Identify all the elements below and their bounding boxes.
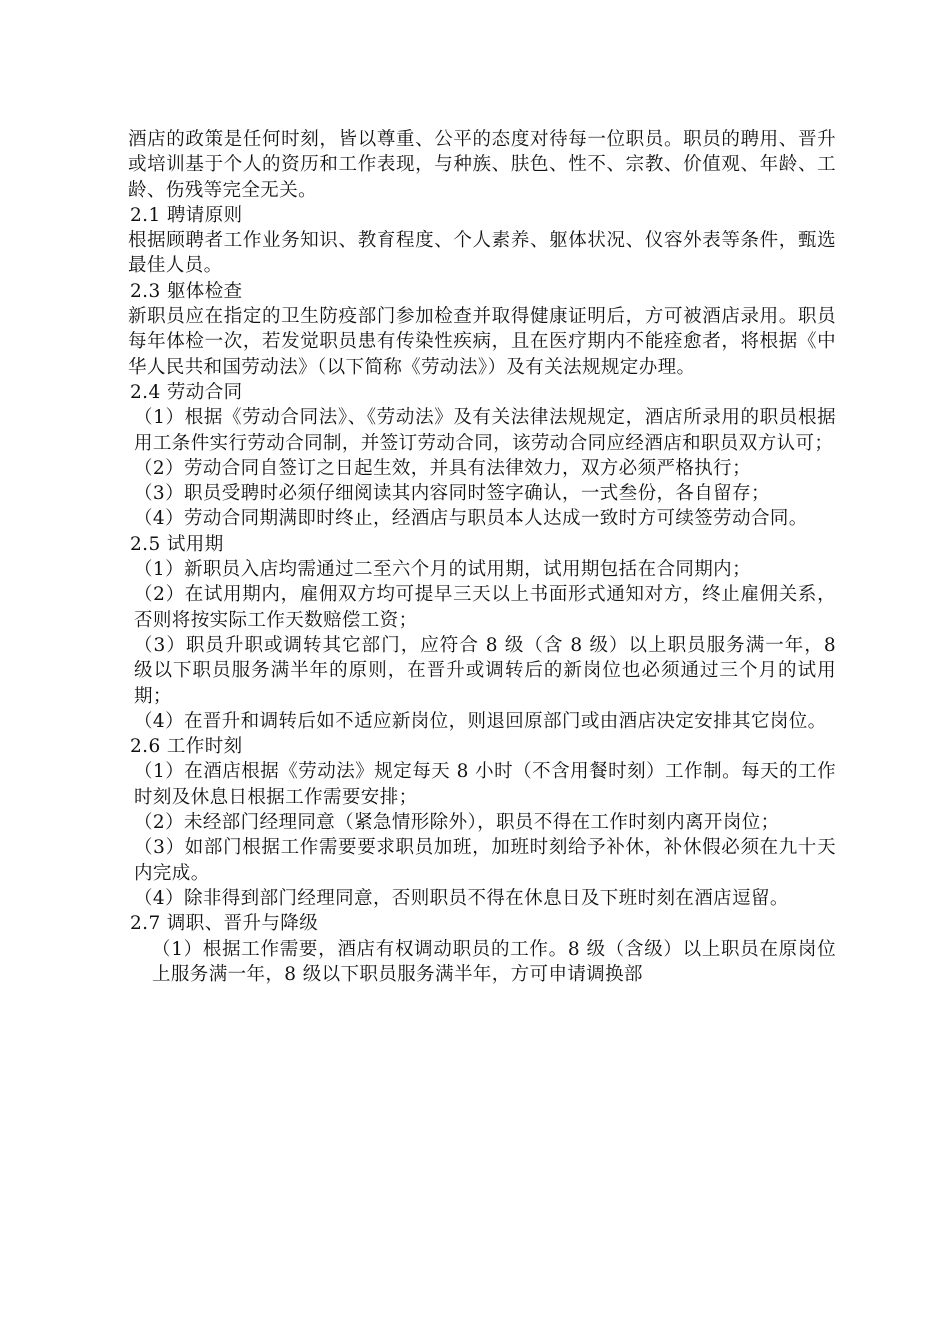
section-heading: 2.7 调职、晋升与降级: [130, 913, 319, 935]
list-item: （3）职员升职或调转其它部门，应符合 8 级（含 8 级）以上职员服务满一年，8 级以下职员服务满半年的原则，在晋升或调转后的新岗位也必须通过三个月的试用期；: [134, 634, 836, 707]
list-item: （3）如部门根据工作需要要求职员加班，加班时刻给予补休，补休假必须在九十天内完成。: [134, 837, 836, 884]
section-heading: 2.3 躯体检查: [130, 280, 243, 302]
list-item: （1）在酒店根据《劳动法》规定每天 8 小时（不含用餐时刻）工作制。每天的工作时刻及休息日根据工作需要安排；: [134, 761, 836, 808]
section-heading: 2.4 劳动合同: [130, 381, 243, 403]
list-item: （4）除非得到部门经理同意，否则职员不得在休息日及下班时刻在酒店逗留。: [134, 887, 789, 909]
list-item: （2）未经部门经理同意（紧急情形除外），职员不得在工作时刻内离开岗位；: [134, 812, 780, 834]
body-paragraph: 根据顾聘者工作业务知识、教育程度、个人素养、躯体状况、仪容外表等条件，甄选最佳人员。: [128, 230, 836, 277]
document-body: [116, 127, 836, 987]
list-item: （4）在晋升和调转后如不适应新岗位，则退回原部门或由酒店决定安排其它岗位。: [134, 710, 827, 732]
list-item: （1）根据《劳动合同法》、《劳动法》及有关法律法规规定，酒店所录用的职员根据用工条件实行劳动合同制，并签订劳动合同，该劳动合同应经酒店和职员双方认可；: [134, 407, 836, 454]
list-item: （4）劳动合同期满即时终止，经酒店与职员本人达成一致时方可续签劳动合同。: [134, 508, 808, 530]
section-heading: 2.5 试用期: [130, 533, 224, 555]
body-paragraph: 新职员应在指定的卫生防疫部门参加检查并取得健康证明后，方可被酒店录用。职员每年体检一次，若发觉职员患有传染性疾病，且在医疗期内不能痊愈者，将根据《中华人民共和国劳动法》（以下简称《劳动法》）及有关法规规定办理。: [128, 306, 836, 378]
list-item: （2）劳动合同自签订之日起生效，并具有法律效力，双方必须严格执行；: [134, 457, 751, 479]
list-item: （1）根据工作需要，酒店有权调动职员的工作。8 级（含级）以上职员在原岗位上服务满一年，8 级以下职员服务满半年，方可申请调换部: [152, 938, 836, 985]
intro-paragraph: 酒店的政策是任何时刻，皆以尊重、公平的态度对待每一位职员。职员的聘用、晋升或培训基于个人的资历和工作表现，与种族、肤色、性不、宗教、价值观、年龄、工龄、伤残等完全无关。: [128, 129, 836, 201]
list-item: （3）职员受聘时必须仔细阅读其内容同时签字确认，一式叁份，各自留存；: [134, 483, 770, 505]
section-heading: 2.1 聘请原则: [130, 204, 243, 226]
list-item: （1）新职员入店均需通过二至六个月的试用期，试用期包括在合同期内；: [134, 559, 751, 581]
list-item: （2）在试用期内，雇佣双方均可提早三天以上书面形式通知对方，终止雇佣关系，否则将按实际工作天数赔偿工资；: [134, 584, 836, 631]
section-heading: 2.6 工作时刻: [130, 736, 243, 758]
